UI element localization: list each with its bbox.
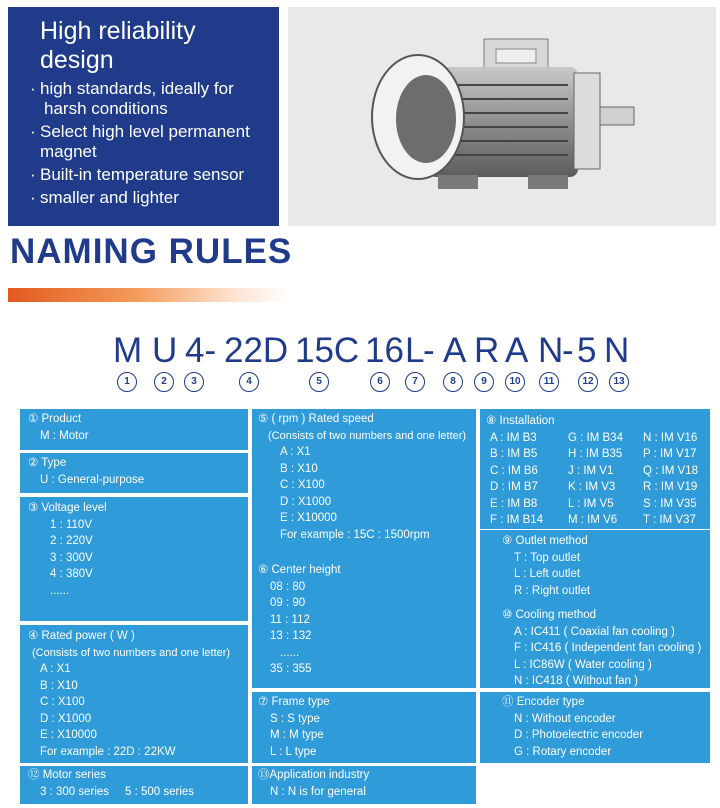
section-title: ③ Voltage level [28, 502, 107, 514]
section-title: ⑩ Cooling method [502, 609, 597, 621]
section-title: ⑬Application industry [258, 769, 370, 781]
index-number: 10 [505, 372, 525, 392]
index-number: 4 [239, 372, 259, 392]
code-part: U [152, 331, 178, 370]
section-title: ④ Rated power ( W ) [28, 630, 135, 642]
index-number: 3 [184, 372, 204, 392]
index-number: 8 [443, 372, 463, 392]
code-part: 15C [295, 331, 360, 370]
section-title: ⑪ Encoder type [502, 696, 585, 708]
section-product: ① Product M : Motor [20, 409, 248, 450]
decorative-gradient-bar [8, 288, 290, 302]
section-title: ② Type [28, 457, 67, 469]
section-title: ① Product [28, 413, 82, 425]
feature-item: · Built-in temperature sensor [30, 165, 245, 184]
code-part: L [405, 331, 425, 370]
section-motor-series: ⑫ Motor series 3 : 300 series 5 : 500 series [20, 766, 248, 804]
section-application-industry: ⑬Application industry N : N is for general [252, 766, 476, 804]
index-number: 1 [117, 372, 137, 392]
section-center-height: ⑥ Center height 08 : 80 09 : 90 11 : 112 13 : 132 ...... 35 : 355 [252, 560, 476, 688]
section-title: ⑦ Frame type [258, 696, 330, 708]
section-frame-type: ⑦ Frame type S : S type M : M type L : L type [252, 692, 476, 763]
section-installation [480, 409, 710, 529]
feature-item: · high standards, ideally for harsh conditions [30, 79, 234, 118]
code-part: A [443, 331, 467, 370]
code-part: M [113, 331, 143, 370]
code-part: - [423, 331, 435, 370]
banner-title: High reliability design [40, 17, 196, 74]
section-title: ⑫ Motor series [28, 769, 106, 781]
code-part: A [505, 331, 529, 370]
code-part: N [604, 331, 630, 370]
code-part: 22D [224, 331, 289, 370]
section-type: ② Type U : General-purpose [20, 453, 248, 493]
feature-list [30, 79, 279, 208]
section-title: ⑤ ( rpm ) Rated speed [258, 413, 374, 425]
section-title: ⑨ Outlet method [502, 535, 588, 547]
installation-table: A : IM B3 G : IM B34 N : IM V16 B : IM B5 H : IM B35 P : IM V17 C : IM B6 J : IM V1 Q : IM V18 D : IM B7 K : IM V3 R : IM V19 E : IM B8 L : IM V5 S : IM V35 F : IM B14 M : IM V6 T : IM V37 [490, 431, 698, 526]
page-title: NAMING RULES [10, 232, 293, 271]
index-number: 5 [309, 372, 329, 392]
code-part: 4- [185, 331, 217, 370]
index-number: 11 [539, 372, 559, 392]
index-number: 7 [405, 372, 425, 392]
section-outlet-cooling: ⑨ Outlet method T : Top outlet L : Left outlet R : Right outlet ⑩ Cooling method A : IC411 ( Coaxial fan cooling ) F : IC416 ( Independent fan cooling ) L : IC86W ( Water cooling ) N : IC418 ( Without fan ) [480, 530, 710, 688]
index-number: 9 [474, 372, 494, 392]
code-part: N [538, 331, 564, 370]
code-part: 5 [577, 331, 597, 370]
motor-image [288, 7, 716, 226]
feature-item: · Select high level permanent magnet [30, 122, 250, 161]
index-number: 6 [370, 372, 390, 392]
index-number: 13 [609, 372, 629, 392]
code-part: 16 [365, 331, 404, 370]
code-part: R [474, 331, 500, 370]
index-number: 2 [154, 372, 174, 392]
section-voltage: ③ Voltage level 1 : 110V 2 : 220V 3 : 300V 4 : 380V ...... [20, 497, 248, 621]
section-rated-speed: ⑤ ( rpm ) Rated speed (Consists of two numbers and one letter) A : X1 B : X10 C : X100 D : X1000 E : X10000 For example : 15C : 1500rpm [252, 409, 476, 560]
index-number: 12 [578, 372, 598, 392]
section-encoder-type: ⑪ Encoder type N : Without encoder D : Photoelectric encoder G : Rotary encoder [480, 692, 710, 763]
code-part: - [562, 331, 574, 370]
section-title: ⑥ Center height [258, 564, 341, 576]
feature-banner [8, 7, 279, 226]
section-title: ⑧ Installation [486, 415, 555, 427]
section-rated-power: ④ Rated power ( W ) (Consists of two numbers and one letter) A : X1 B : X10 C : X100 D : X1000 E : X10000 For example : 22D : 22KW [20, 625, 248, 763]
feature-item: · smaller and lighter [30, 188, 179, 207]
